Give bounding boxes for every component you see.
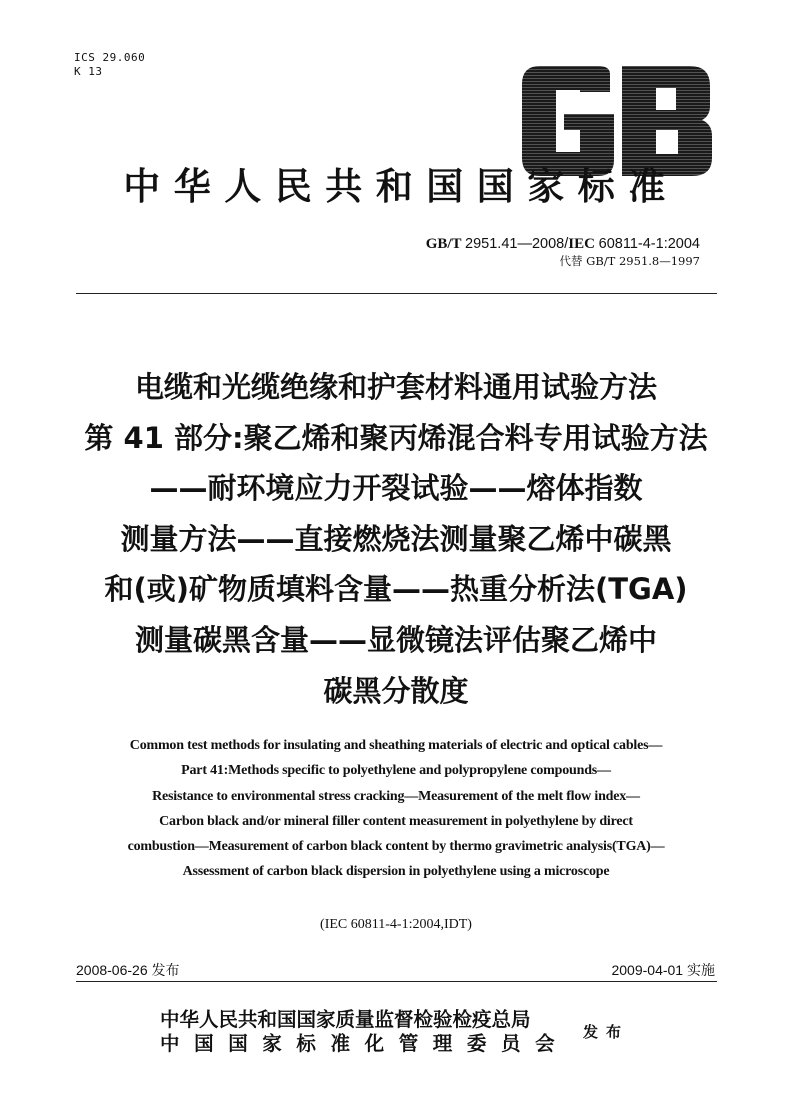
- issuer-aqsiq: 中华人民共和国国家质量监督检验检疫总局: [160, 1008, 531, 1031]
- ccs-code: K 13: [74, 65, 103, 78]
- standard-prefix: GB/T: [425, 236, 462, 252]
- english-title-line: Common test methods for insulating and sheathing materials of electric and optical cables—: [129, 738, 663, 753]
- standard-number-value: 2951.41—2008/: [465, 236, 569, 252]
- issuer-sac: 中国国家标准化管理委员会: [160, 1032, 570, 1055]
- header-divider: [76, 293, 717, 294]
- english-title-line: Carbon black and/or mineral filler content measurement in polyethylene by direct: [159, 813, 633, 829]
- ics-code: ICS 29.060: [74, 51, 146, 64]
- chinese-title-line: 第 41 部分:聚乙烯和聚丙烯混合料专用试验方法: [84, 420, 708, 455]
- english-title: [40, 733, 752, 885]
- english-title-line: Assessment of carbon black dispersion in polyethylene using a microscope: [182, 864, 610, 880]
- publish-label: 发布: [583, 1023, 630, 1041]
- classification-codes: [74, 51, 145, 79]
- national-standard-title: 中华人民共和国国家标准: [123, 164, 679, 208]
- english-title-line: Resistance to environmental stress cracking—Measurement of the melt flow index—: [152, 788, 640, 804]
- chinese-title-line: 电缆和光缆绝缘和护套材料通用试验方法: [134, 370, 657, 404]
- chinese-title-line: 测量方法——直接燃烧法测量聚乙烯中碳黑: [120, 521, 672, 556]
- chinese-title-line: 测量碳黑含量——显微镜法评估聚乙烯中: [134, 622, 657, 657]
- replaces-standard: 代替 GB/T 2951.8—1997: [559, 254, 700, 268]
- chinese-title-line: 碳黑分散度: [323, 673, 469, 708]
- equivalence-statement: (IEC 60811-4-1:2004,IDT): [320, 917, 472, 932]
- iec-number-value: 60811-4-1:2004: [598, 236, 700, 252]
- english-title-line: combustion—Measurement of carbon black content by thermo gravimetric analysis(TGA)—: [127, 839, 665, 855]
- standard-number: [426, 235, 700, 253]
- issue-date: 2008-06-26 发布: [76, 962, 180, 978]
- footer-divider: [76, 981, 717, 982]
- iec-prefix: IEC: [568, 236, 595, 252]
- implementation-date: 2009-04-01 实施: [611, 962, 715, 978]
- english-title-line: Part 41:Methods specific to polyethylene and polypropylene compounds—: [181, 763, 611, 779]
- chinese-title: [60, 362, 732, 716]
- chinese-title-line: 和(或)矿物质填料含量——热重分析法(TGA): [104, 572, 688, 607]
- chinese-title-line: ——耐环境应力开裂试验——熔体指数: [149, 471, 643, 506]
